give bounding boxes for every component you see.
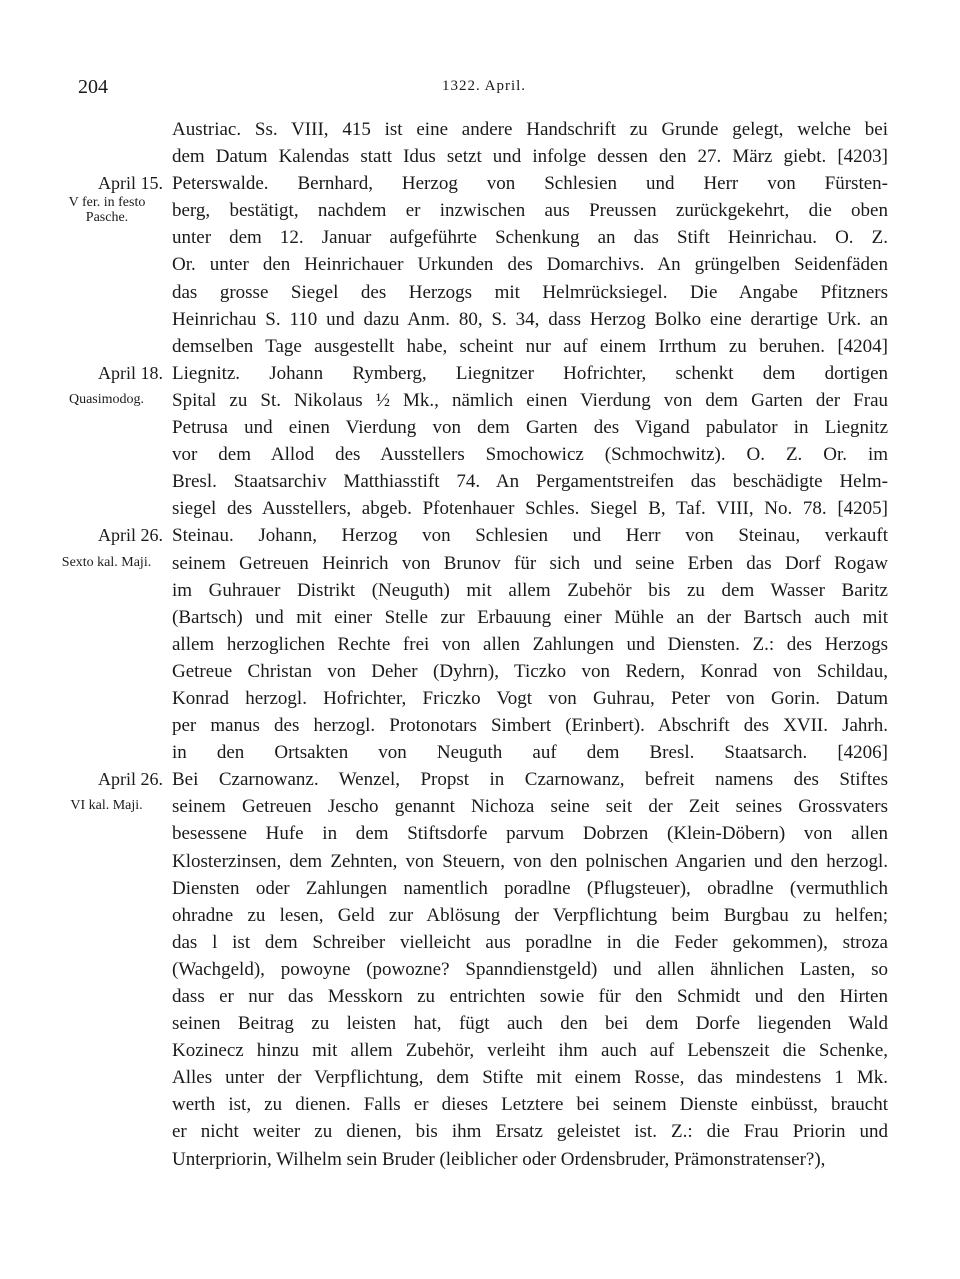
text-line	[0, 1146, 960, 1173]
line-text: per manus des herzogl. Protonotars Simbert (Erinbert). Abschrift des XVII. Jahrh.	[172, 715, 888, 737]
line-text: er nicht weiter zu dienen, bis ihm Ersatz geleistet ist. Z.: die Frau Priorin und	[172, 1121, 888, 1143]
line-text: vor dem Allod des Ausstellers Smochowicz (Schmochwitz). O. Z. Or. im	[172, 444, 888, 466]
text-line	[0, 143, 960, 170]
line-text: siegel des Ausstellers, abgeb. Pfotenhauer Schles. Siegel B, Taf. VIII, No. 78. [4205]	[172, 498, 888, 520]
line-text: Peterswalde. Bernhard, Herzog von Schlesien und Herr von Fürsten-	[172, 173, 888, 195]
text-line	[0, 739, 960, 766]
line-text: allem herzoglichen Rechte frei von allen Zahlungen und Diensten. Z.: des Herzogs	[172, 633, 888, 655]
line-text: Austriac. Ss. VIII, 415 ist eine andere Handschrift zu Grunde gelegt, welche bei	[172, 119, 888, 140]
text-line	[0, 1010, 960, 1037]
text-line	[0, 685, 960, 712]
text-line	[0, 848, 960, 875]
line-text: seinen Beitrag zu leisten hat, fügt auch den bei dem Dorfe liegenden Wald	[172, 1013, 888, 1035]
line-text: das l ist dem Schreiber vielleicht aus poradlne in die Feder gekommen), stroza	[172, 931, 888, 953]
line-text: Klosterzinsen, dem Zehnten, von Steuern, von den polnischen Angarien und den herzogl.	[172, 850, 888, 872]
line-text: seinem Getreuen Heinrich von Brunov für sich und seine Erben das Dorf Rogaw	[172, 552, 888, 574]
margin-note: Sexto kal. Maji.	[61, 554, 152, 570]
text-line	[0, 360, 960, 387]
text-line	[0, 197, 960, 224]
text-line	[0, 658, 960, 685]
line-text: Bresl. Staatsarchiv Matthiasstift 74. An Pergamentstreifen das beschädigte Helm-	[172, 471, 888, 493]
line-text: Konrad herzogl. Hofrichter, Friczko Vogt von Guhrau, Peter von Gorin. Datum	[172, 687, 888, 709]
line-text: werth ist, zu dienen. Falls er dieses Letztere bei seinem Dienste einbüsst, braucht	[172, 1094, 888, 1116]
margin-date: April 15.	[98, 173, 163, 194]
margin-date: April 26.	[98, 525, 163, 546]
text-line	[0, 387, 960, 414]
line-text: dass er nur das Messkorn zu entrichten sowie für den Schmidt und den Hirten	[172, 986, 888, 1007]
text-line	[0, 956, 960, 983]
line-text: Diensten oder Zahlungen namentlich poradlne (Pflugsteuer), obradlne (vermuthlich	[172, 877, 888, 899]
text-line	[0, 983, 960, 1010]
text-line	[0, 902, 960, 929]
text-line	[0, 468, 960, 495]
text-line	[0, 1118, 960, 1145]
line-text: Heinrichau S. 110 und dazu Anm. 80, S. 34, dass Herzog Bolko eine derartige Urk. an	[172, 308, 888, 330]
line-text: seinem Getreuen Jescho genannt Nichoza seine seit der Zeit seines Grossvaters	[172, 796, 888, 818]
line-text: berg, bestätigt, nachdem er inzwischen aus Preussen zurückgekehrt, die oben	[172, 200, 888, 222]
line-text: (Bartsch) und mit einer Stelle zur Erbauung einer Mühle an der Bartsch auch mit	[172, 606, 888, 628]
text-line	[0, 712, 960, 739]
text-line	[0, 224, 960, 251]
text-line	[0, 1091, 960, 1118]
line-text: ohradne zu lesen, Geld zur Ablösung der Verpflichtung beim Burgbau zu helfen;	[172, 904, 888, 926]
line-text: Steinau. Johann, Herzog von Schlesien und Herr von Steinau, verkauft	[172, 525, 888, 547]
page-number: 204	[78, 76, 108, 98]
line-text: demselben Tage ausgestellt habe, scheint nur auf einem Irrthum zu beruhen. [4204]	[172, 335, 888, 357]
text-line	[0, 631, 960, 658]
text-line	[0, 604, 960, 631]
line-text: Kozinecz hinzu mit allem Zubehör, verleiht ihm auch auf Lebenszeit die Schenke,	[172, 1040, 888, 1062]
line-text: Petrusa und einen Vierdung von dem Garten des Vigand pabulator in Liegnitz	[172, 417, 888, 439]
line-text: Getreue Christan von Deher (Dyhrn), Ticzko von Redern, Konrad von Schildau,	[172, 660, 888, 682]
text-line	[0, 279, 960, 306]
line-text: Unterpriorin, Wilhelm sein Bruder (leiblicher oder Ordensbruder, Prämonstratenser?),	[172, 1148, 826, 1170]
line-text: dem Datum Kalendas statt Idus setzt und infolge dessen den 27. März giebt. [4203]	[172, 146, 888, 168]
document-body	[0, 116, 960, 1173]
margin-note: V fer. in festo Pasche.	[68, 195, 146, 226]
line-text: (Wachgeld), powoyne (powozne? Spanndienstgeld) und allen ähnlichen Lasten, so	[172, 958, 888, 980]
text-line	[0, 820, 960, 847]
page-header	[78, 76, 890, 102]
margin-note: Quasimodog.	[68, 391, 145, 407]
line-text: in den Ortsakten von Neuguth auf dem Bresl. Staatsarch. [4206]	[172, 742, 888, 764]
text-line	[0, 1037, 960, 1064]
text-line	[0, 333, 960, 360]
text-line	[0, 414, 960, 441]
line-text: besessene Hufe in dem Stiftsdorfe parvum Dobrzen (Klein-Döbern) von allen	[172, 823, 888, 845]
text-line	[0, 522, 960, 549]
margin-note: VI kal. Maji.	[70, 798, 143, 814]
line-text: Alles unter der Verpflichtung, dem Stifte mit einem Rosse, das mindestens 1 Mk.	[172, 1067, 888, 1089]
line-text: Spital zu St. Nikolaus ½ Mk., nämlich einen Vierdung von dem Garten der Frau	[172, 389, 888, 411]
text-line	[0, 495, 960, 522]
line-text: unter dem 12. Januar aufgeführte Schenkung an das Stift Heinrichau. O. Z.	[172, 227, 888, 249]
margin-date: April 18.	[98, 362, 163, 383]
text-line	[0, 170, 960, 197]
line-text: im Guhrauer Distrikt (Neuguth) mit allem Zubehör bis zu dem Wasser Baritz	[172, 579, 888, 601]
line-text: Liegnitz. Johann Rymberg, Liegnitzer Hofrichter, schenkt dem dortigen	[172, 362, 888, 384]
line-text: Or. unter den Heinrichauer Urkunden des Domarchivs. An grüngelben Seidenfäden	[172, 254, 888, 276]
text-line	[0, 306, 960, 333]
text-line	[0, 251, 960, 278]
line-text: das grosse Siegel des Herzogs mit Helmrücksiegel. Die Angabe Pfitzners	[172, 281, 888, 303]
running-title: 1322. April.	[441, 78, 527, 94]
text-line	[0, 929, 960, 956]
text-line	[0, 116, 960, 143]
text-line	[0, 550, 960, 577]
text-line	[0, 1064, 960, 1091]
text-line	[0, 766, 960, 793]
line-text: Bei Czarnowanz. Wenzel, Propst in Czarnowanz, befreit namens des Stiftes	[172, 769, 888, 791]
margin-date: April 26.	[98, 769, 163, 790]
text-line	[0, 875, 960, 902]
text-line	[0, 441, 960, 468]
text-line	[0, 793, 960, 820]
text-line	[0, 577, 960, 604]
